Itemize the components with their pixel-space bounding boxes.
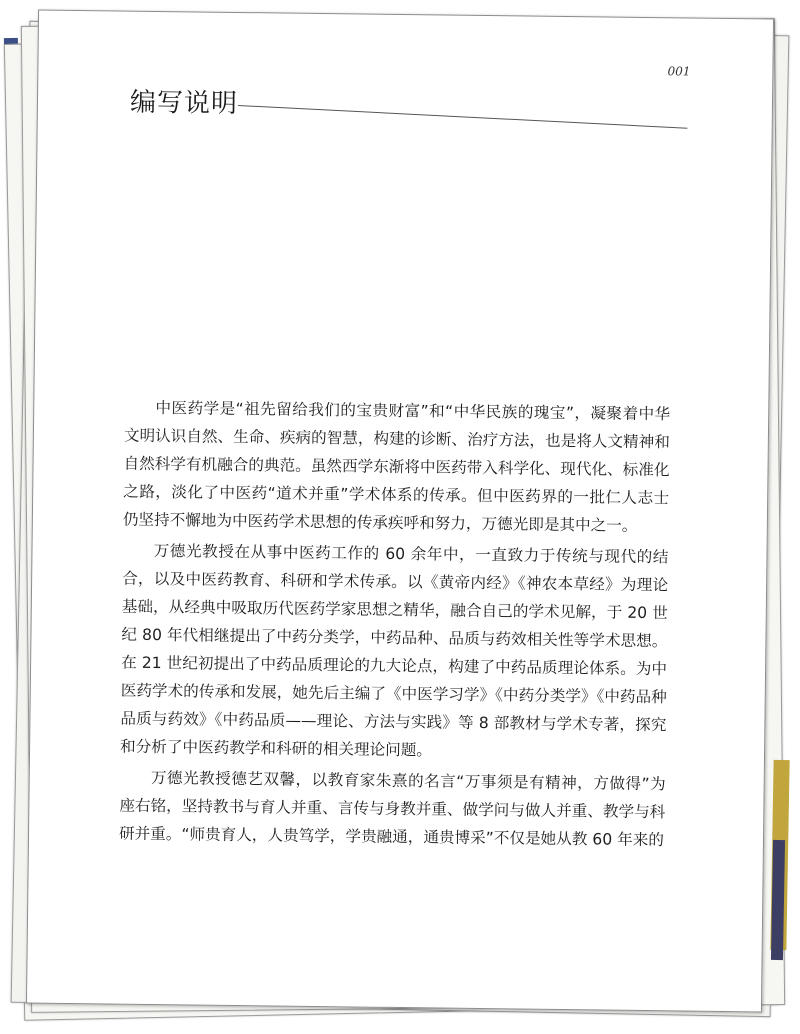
cover-edge-accent [771, 840, 785, 960]
body-text [119, 394, 671, 858]
document-page [26, 10, 774, 1013]
section-heading: 编写说明 [129, 87, 239, 119]
heading-rule [238, 105, 687, 129]
paragraph: 中医药学是“祖先留给我们的宝贵财富”和“中华民族的瑰宝”，凝聚着中华文明认识自然、生命、疾病的智慧，构建的诊断、治疗方法，也是将人文精神和自然科学有机融合的典范。虽然西学东渐将中医药带入科学化、现代化、标准化之路，淡化了中医药“道术并重”学术体系的传承。但中医药界的一批仁人志士仍坚持不懈地为中医药学术思想的传承疾呼和努力，万德光即是其中之一。 [122, 399, 671, 535]
page-number: 001 [667, 64, 691, 79]
paragraph: 万德光教授德艺双馨，以教育家朱熹的名言“万事须是有精神，方做得”为座右铭，坚持教书与育人并重、言传与身教并重、做学问与做人并重、教学与科研并重。“师贵育人，人贵笃学，学贵融通，通贵博采”不仅是她从教 60 年来的 [118, 768, 666, 850]
paragraph: 万德光教授在从事中医药工作的 60 余年中，一直致力于传统与现代的结合，以及中医药教育、科研和学术传承。以《黄帝内经》《神农本草经》为理论基础，从经典中吸取历代医药学家思想之精华，融合自己的学术见解，于 20 世纪 80 年代相继提出了中药分类学，中药品种、品质与药效相关性等学术思想。在 21 世纪初提出了中药品质理论的九大论点，构建了中药品质理论体系。为中医药学术的传承和发展，她先后主编了《中医学习学》《中药分类学》《中药品种品质与药效》《中药品质——理论、方法与实践》等 8 部教材与学术专著，探究和分析了中医药教学和科研的相关理论问题。 [119, 541, 669, 760]
